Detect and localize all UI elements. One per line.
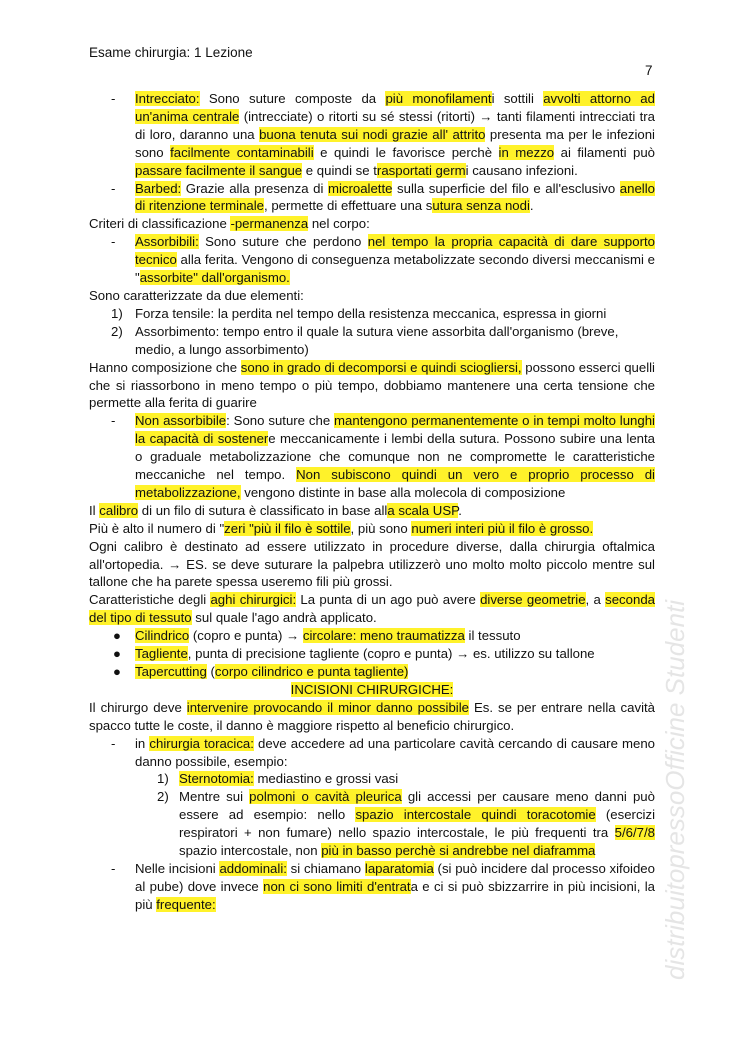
text: ai filamenti può xyxy=(554,144,655,160)
highlight: intervenire provocando il minor danno possibile xyxy=(186,699,469,715)
number-marker: 2) xyxy=(111,323,123,339)
bullet-marker: ● xyxy=(113,646,121,662)
paragraph-non-assorbibile xyxy=(135,412,655,502)
paragraph-aghi xyxy=(89,591,655,627)
text: , permette di effettuare una s xyxy=(264,198,433,214)
bullet-text xyxy=(135,663,655,681)
highlight: Intrecciato: xyxy=(135,91,200,106)
text: i sottili xyxy=(491,91,544,106)
bullet-item-tapercutting xyxy=(89,663,655,681)
highlight: diverse geometrie xyxy=(480,592,586,608)
paragraph-elementi: Sono caratterizzate da due elementi: xyxy=(89,287,304,303)
list-item-toracica xyxy=(89,735,655,771)
highlight: spazio intercostale quindi toracotomie xyxy=(355,807,596,823)
numbered-item-1 xyxy=(89,305,655,323)
text: a e ci si può sbizzarrire in più incisioni, la più xyxy=(135,878,655,912)
text: mediastino e grossi vasi xyxy=(253,771,399,787)
paragraph-chirurgo xyxy=(89,699,655,735)
text: vengono distinte in base alla molecola di composizione xyxy=(240,484,566,500)
text: La punta di un ago può avere xyxy=(296,592,481,608)
text: : Sono suture che xyxy=(226,413,335,429)
paragraph-calibro xyxy=(89,502,655,520)
highlight: 5/6/7/8 xyxy=(614,825,655,841)
text: presenta ma per le infezioni sono xyxy=(135,126,655,160)
highlight: Barbed: xyxy=(135,180,182,196)
text: sul quale l'ago andrà applicato. xyxy=(191,610,377,626)
highlight: sono in grado di decomporsi e quindi sciogliersi, xyxy=(240,359,522,375)
highlight: anello di ritenzione terminale xyxy=(135,180,655,214)
text: , punta di precisione tagliente (copro e punta) → es. utilizzo su tallone xyxy=(187,646,595,662)
text: (intrecciate) o ritorti su sé stessi (ritorti) → tanti filamenti intrecciati tra di loro, daranno una xyxy=(135,108,655,142)
highlight: Tapercutting xyxy=(135,664,207,679)
dash-marker: - xyxy=(111,413,116,429)
text: in xyxy=(135,735,150,751)
text: Caratteristiche degli xyxy=(89,592,211,608)
highlight: passare facilmente il sangue xyxy=(135,162,303,178)
list-item-addominali xyxy=(89,860,655,914)
paragraph-composizione xyxy=(89,359,655,413)
highlight: microalette xyxy=(327,180,393,196)
text: (copro e punta) → xyxy=(189,628,303,644)
text: , più sono xyxy=(350,520,412,536)
text: Sono suture che perdono xyxy=(198,234,368,250)
numbered-subitem-2 xyxy=(135,788,655,860)
text: Il chirurgo deve xyxy=(89,699,187,715)
highlight: corpo cilindrico e punta tagliente) xyxy=(214,664,409,679)
highlight: -permanenza xyxy=(230,216,309,232)
text: deve accedere ad una particolare cavità cercando di causare meno danno possibile, esempio: xyxy=(135,735,655,769)
paragraph-addominali xyxy=(135,860,655,914)
text: i causano infezioni. xyxy=(465,162,578,178)
highlight: polmoni o cavità pleurica xyxy=(249,789,402,805)
highlight: avvolti attorno ad un'anima centrale xyxy=(135,91,655,124)
highlight: frequente: xyxy=(156,896,216,912)
text: e meccanicamente i lembi della sutura. Possono subire una lenta o graduale metabolizzazione che comunque non ne compromette le caratteristiche meccaniche nel tempo. xyxy=(135,431,655,483)
text: Più è alto il numero di " xyxy=(89,520,225,536)
document-body xyxy=(89,90,655,914)
numbered-text: Assorbimento: tempo entro il quale la sutura viene assorbita dall'organismo (breve, medio, a lungo assorbimento) xyxy=(135,323,619,357)
paragraph-zeri xyxy=(89,520,655,538)
highlight: rasportati germ xyxy=(376,162,466,178)
highlight: buona tenuta sui nodi grazie all' attrito xyxy=(259,126,486,142)
highlight: non ci sono limiti d'entrat xyxy=(263,878,411,894)
text: (esercizi respiratori + non fumare) nello spazio intercostale, le più frequenti tra xyxy=(179,807,655,841)
paragraph-criteri xyxy=(89,215,655,233)
list-item-non-assorbibile xyxy=(89,412,655,502)
text: possono esserci quelli che si riassorbono in meno tempo o più tempo, dobbiamo mantenere una certa tensione che permette alla ferita di guarire xyxy=(89,359,655,411)
highlight: Sternotomia: xyxy=(179,771,254,787)
paragraph-intrecciato xyxy=(135,90,655,180)
list-item-intrecciato xyxy=(89,90,655,180)
text: sulla superficie del filo e all'esclusivo xyxy=(392,180,620,196)
text: e quindi le favorisce perchè xyxy=(313,144,499,160)
highlight: chirurgia toracica: xyxy=(149,735,254,751)
highlight: Non subiscono quindi un vero e proprio processo di metabolizzazione, xyxy=(135,467,655,500)
text: . xyxy=(458,502,462,518)
bullet-item-tagliente xyxy=(89,645,655,663)
dash-marker: - xyxy=(111,860,116,876)
bullet-text xyxy=(135,645,655,663)
paragraph-assorbibili xyxy=(135,233,655,287)
highlight: zeri "più il filo è sottile xyxy=(224,520,351,536)
list-item-barbed xyxy=(89,180,655,216)
numbered-item-2 xyxy=(89,323,655,359)
numbered-text: Forza tensile: la perdita nel tempo della resistenza meccanica, espressa in giorni xyxy=(135,305,607,321)
highlight: Cilindrico xyxy=(135,628,190,644)
text: alla ferita. Vengono di conseguenza metabolizzate secondo diversi meccanismi e " xyxy=(135,252,655,286)
highlight: INCISIONI CHIRURGICHE: xyxy=(290,681,454,697)
paragraph-calibro-uso: Ogni calibro è destinato ad essere utilizzato in procedure diverse, dalla chirurgia oftalmica all'ortopedia. → ES. se deve suturare la palpebra utilizzerò uno molto molto piccolo mentre sul tallone che ha parete spessa useremo fili più grossi. xyxy=(89,538,655,590)
text: e quindi se t xyxy=(302,162,377,178)
dash-marker: - xyxy=(111,735,116,751)
text: Es. se per entrare nella cavità spacco tutte le coste, il danno è maggiore rispetto al beneficio chirurgico. xyxy=(89,699,656,733)
text: gli accessi per causare meno danni può essere ad esempio: nello xyxy=(179,789,655,823)
bullet-text xyxy=(135,627,655,645)
highlight: in mezzo xyxy=(498,144,555,160)
text: Il xyxy=(89,502,100,518)
bullet-marker: ● xyxy=(113,628,121,644)
list-item-assorbibili xyxy=(89,233,655,287)
numbered-subitem-1 xyxy=(135,770,655,788)
highlight: aghi chirurgici: xyxy=(210,592,297,608)
text: . xyxy=(529,198,534,214)
text: (si può incidere dal processo xifoideo al pube) dove invece xyxy=(135,860,655,894)
highlight: assorbite" dall'organismo. xyxy=(139,270,290,286)
highlight: laparatomia xyxy=(364,860,434,876)
text: Hanno composizione che xyxy=(89,359,241,375)
highlight: calibro xyxy=(99,502,139,518)
dash-marker: - xyxy=(111,234,116,250)
highlight: mantengono permanentemente o in tempi molto lunghi la capacità di sostener xyxy=(135,413,655,447)
text: Sono suture composte da xyxy=(199,91,386,106)
paragraph-toracica xyxy=(135,735,655,771)
text: Mentre sui xyxy=(179,789,250,805)
bullet-marker: ● xyxy=(113,664,121,679)
text: di un filo di sutura è classificato in base all xyxy=(138,502,388,518)
text: Nelle incisioni xyxy=(135,860,220,876)
text: nel corpo: xyxy=(308,216,370,232)
highlight: facilmente contaminabili xyxy=(170,144,314,160)
text: si chiamano xyxy=(286,860,365,876)
number-marker: 1) xyxy=(157,771,169,787)
highlight: nel tempo la propria capacità di dare supporto tecnico xyxy=(135,234,655,268)
bullet-item-cilindrico xyxy=(89,627,655,645)
highlight: Tagliente xyxy=(135,646,188,662)
highlight: più in basso perchè si andrebbe nel diaframma xyxy=(321,843,596,859)
watermark xyxy=(660,520,690,980)
page-header: Esame chirurgia: 1 Lezione xyxy=(89,45,253,60)
text: ( xyxy=(206,664,215,679)
highlight: circolare: meno traumatizza xyxy=(302,628,465,644)
highlight: Assorbibili: xyxy=(135,234,199,250)
highlight: numeri interi più il filo è grosso. xyxy=(411,520,594,536)
paragraph-barbed xyxy=(135,180,655,216)
highlight: a scala USP xyxy=(387,502,459,518)
text: il tessuto xyxy=(464,628,521,644)
page-number: 7 xyxy=(645,63,653,78)
dash-marker: - xyxy=(111,180,116,196)
watermark-text: distribuitopressoOfficine Studenti xyxy=(660,599,690,980)
number-marker: 1) xyxy=(111,305,123,321)
highlight: Non assorbibile xyxy=(135,413,227,429)
text: Grazie alla presenza di xyxy=(181,180,328,196)
number-marker: 2) xyxy=(157,789,169,805)
numbered-text xyxy=(179,788,655,860)
text: , a xyxy=(585,592,606,608)
highlight: utura senza nodi xyxy=(432,198,530,214)
highlight: più monofilament xyxy=(385,91,492,106)
text: spazio intercostale, non xyxy=(179,843,322,859)
highlight: addominali: xyxy=(219,860,287,876)
highlight: seconda del tipo di tessuto xyxy=(89,592,655,626)
section-title xyxy=(89,681,655,699)
dash-marker: - xyxy=(111,91,116,106)
text: Criteri di classificazione xyxy=(89,216,231,232)
numbered-text xyxy=(179,770,655,788)
